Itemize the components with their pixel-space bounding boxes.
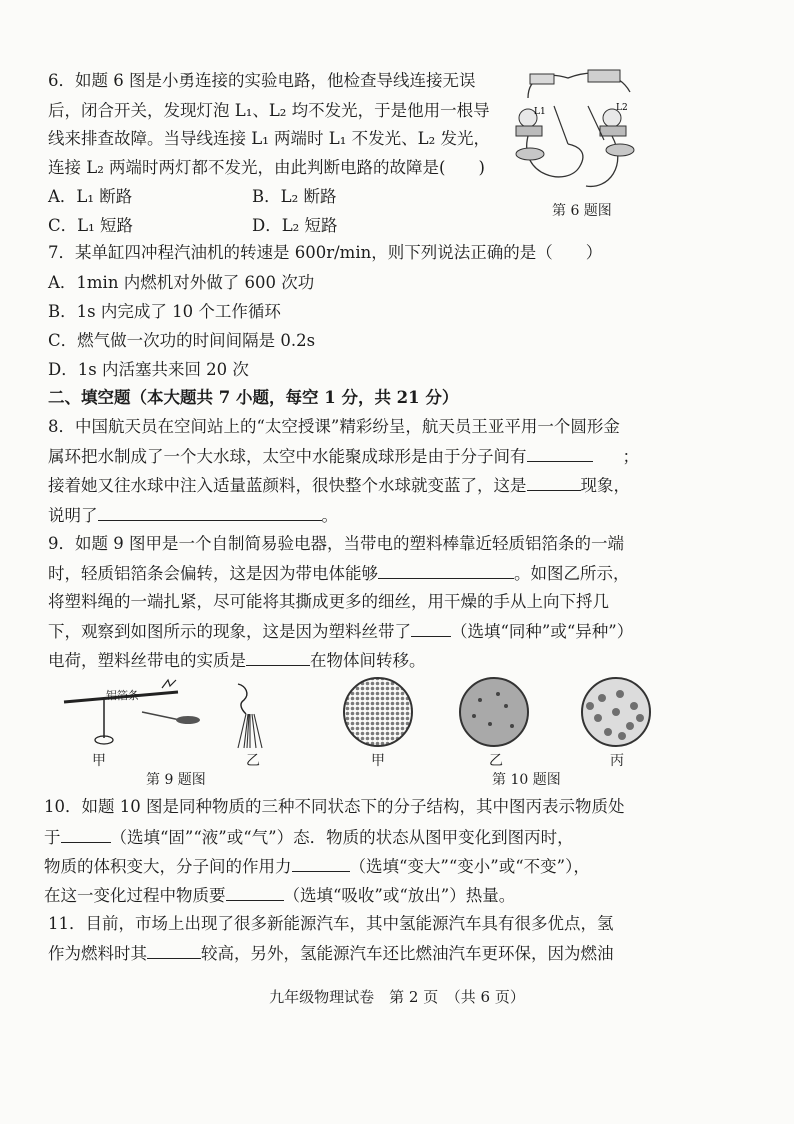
q6-line-2: 后，闭合开关，发现灯泡 L₁、L₂ 均不发光，于是他用一根导 xyxy=(48,101,490,120)
q8-line-4: 说明了 。 xyxy=(48,506,338,525)
figure-10-molecules xyxy=(340,676,658,750)
q10-blank-2[interactable] xyxy=(292,855,350,872)
q6-line-1: 6．如题 6 图是小勇连接的实验电路，他检查导线连接无误 xyxy=(48,71,476,90)
q6-option-b: B．L₂ 断路 xyxy=(252,187,337,206)
q6-option-a: A．L₁ 断路 xyxy=(48,187,133,206)
q9-line-3: 将塑料绳的一端扎紧，尽可能将其撕成更多的细丝，用干燥的手从上向下捋几 xyxy=(48,592,609,611)
q6-line-3: 线来排查故障。当导线连接 L₁ 两端时 L₁ 不发光、L₂ 发光， xyxy=(48,129,490,148)
q6-line-4: 连接 L₂ 两端时两灯都不发光，由此判断电路的故障是( ) xyxy=(48,158,485,177)
q7-option-c: C．燃气做一次功的时间间隔是 0.2s xyxy=(48,331,316,350)
figure-10-label-bing: 丙 xyxy=(610,753,624,769)
figure-10-caption: 第 10 题图 xyxy=(492,772,561,788)
q7-option-a: A．1min 内燃机对外做了 600 次功 xyxy=(48,273,315,292)
q9-line-5: 电荷，塑料丝带电的实质是 在物体间转移。 xyxy=(48,651,426,670)
q7-option-d: D．1s 内活塞共来回 20 次 xyxy=(48,360,249,379)
q11-line-2: 作为燃料时其 较高，另外，氢能源汽车还比燃油汽车更环保，因为燃油 xyxy=(48,944,614,963)
figure-9-caption: 第 9 题图 xyxy=(146,772,206,788)
figure-9-foil-label: 铝箔条 xyxy=(106,689,139,702)
q8-blank-2[interactable] xyxy=(527,474,581,491)
figure-10-label-yi: 乙 xyxy=(489,753,503,769)
q10-line-4: 在这一变化过程中物质要 （选填“吸收”或“放出”）热量。 xyxy=(44,886,516,905)
q8-line-2: 属环把水制成了一个大水球，太空中水能聚成球形是由于分子间有 ； xyxy=(48,447,639,466)
q6-option-d: D．L₂ 短路 xyxy=(252,216,338,235)
q9-line-2: 时，轻质铝箔条会偏转，这是因为带电体能够 。如图乙所示， xyxy=(48,564,630,583)
q9-blank-2[interactable] xyxy=(411,620,451,637)
q8-blank-3[interactable] xyxy=(98,504,322,521)
q10-blank-1[interactable] xyxy=(61,826,111,843)
q10-line-1: 10．如题 10 图是同种物质的三种不同状态下的分子结构，其中图丙表示物质处 xyxy=(44,797,625,816)
page-footer: 九年级物理试卷 第 2 页 （共 6 页） xyxy=(269,988,525,1006)
q8-blank-1[interactable] xyxy=(527,445,593,462)
q11-line-1: 11．目前，市场上出现了很多新能源汽车，其中氢能源汽车具有很多优点，氢 xyxy=(48,914,614,933)
q7-stem: 7．某单缸四冲程汽油机的转速是 600r/min，则下列说法正确的是（ ） xyxy=(48,243,603,262)
svg-text:L1: L1 xyxy=(534,107,546,117)
q8-line-3: 接着她又往水球中注入适量蓝颜料，很快整个水球就变蓝了，这是 现象， xyxy=(48,476,630,495)
figure-9-electroscope xyxy=(62,678,282,756)
figure-6-circuit xyxy=(508,66,648,196)
figure-6-caption: 第 6 题图 xyxy=(552,203,612,219)
q9-blank-1[interactable] xyxy=(378,562,514,579)
figure-9-label-yi: 乙 xyxy=(246,753,260,769)
q9-line-4: 下，观察到如图所示的现象，这是因为塑料丝带了 （选填“同种”或“异种”） xyxy=(48,622,634,641)
q9-blank-3[interactable] xyxy=(246,649,310,666)
q10-line-2: 于 （选填“固”“液”或“气”）态．物质的状态从图甲变化到图丙时， xyxy=(44,828,574,847)
figure-10-label-jia: 甲 xyxy=(371,753,385,769)
q9-line-1: 9．如题 9 图甲是一个自制简易验电器，当带电的塑料棒靠近轻质铝箔条的一端 xyxy=(48,534,624,553)
section-2-title: 二、填空题（本大题共 7 小题，每空 1 分，共 21 分） xyxy=(48,388,459,407)
q7-option-b: B．1s 内完成了 10 个工作循环 xyxy=(48,302,281,321)
q8-line-1: 8．中国航天员在空间站上的“太空授课”精彩纷呈，航天员王亚平用一个圆形金 xyxy=(48,417,620,436)
q10-blank-3[interactable] xyxy=(226,884,284,901)
svg-text:L2: L2 xyxy=(616,103,628,113)
q10-line-3: 物质的体积变大，分子间的作用力 （选填“变大”“变小”或“不变”）， xyxy=(44,857,590,876)
figure-9-label-jia: 甲 xyxy=(92,753,106,769)
q11-blank-1[interactable] xyxy=(147,942,201,959)
q6-option-c: C．L₁ 短路 xyxy=(48,216,133,235)
